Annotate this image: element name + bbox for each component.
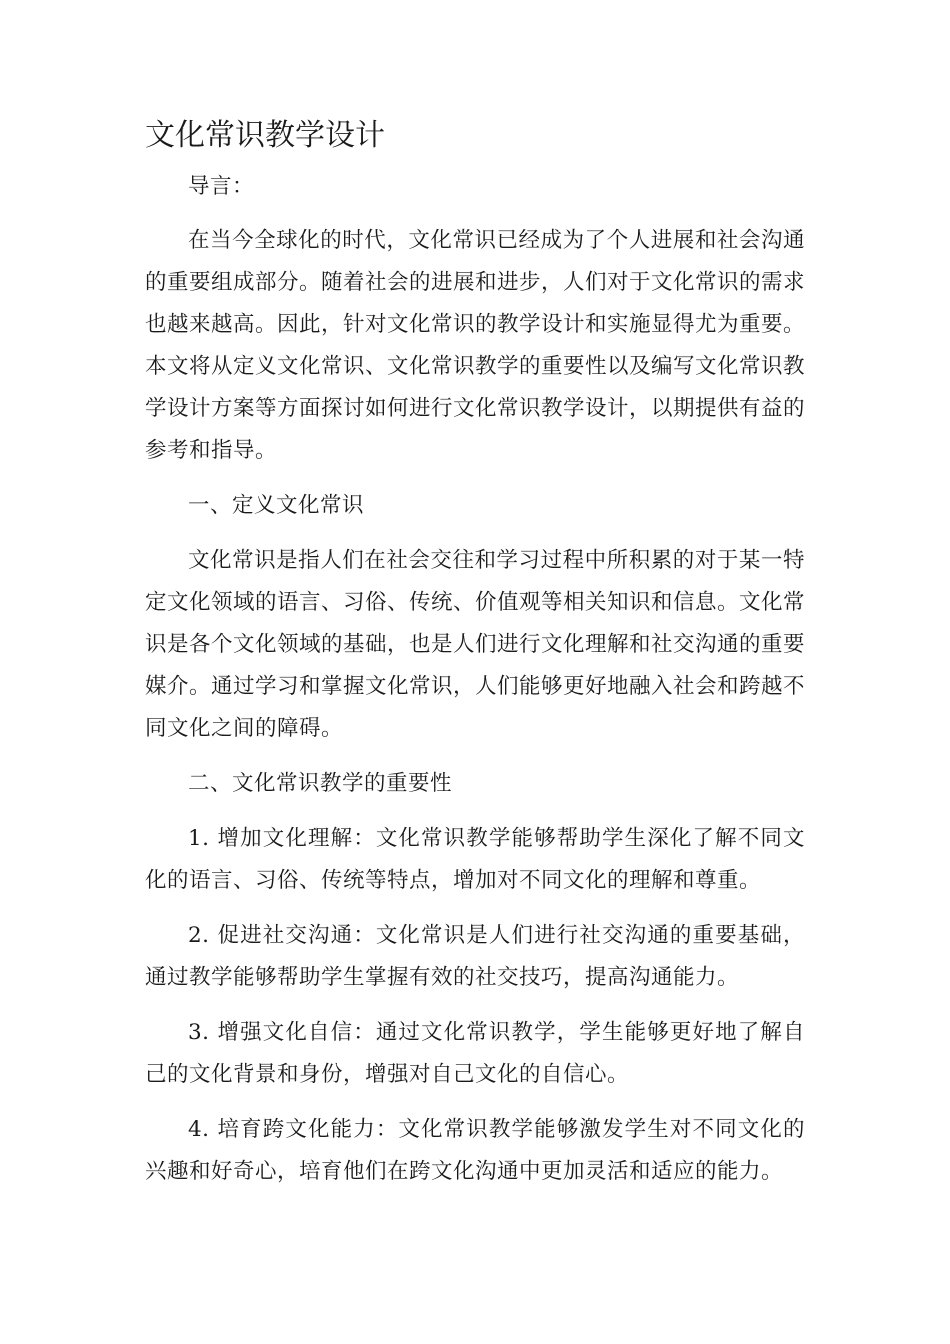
- importance-item: 1. 增加文化理解：文化常识教学能够帮助学生深化了解不同文化的语言、习俗、传统等特点，增加对不同文化的理解和尊重。: [145, 826, 805, 893]
- section-heading-importance: 二、文化常识教学的重要性: [188, 771, 453, 796]
- importance-item: 2. 促进社交沟通：文化常识是人们进行社交沟通的重要基础，通过教学能够帮助学生掌握有效的社交技巧，提高沟通能力。: [145, 923, 805, 990]
- definition-paragraph: 文化常识是指人们在社会交往和学习过程中所积累的对于某一特定文化领域的语言、习俗、传统、价值观等相关知识和信息。文化常识是各个文化领域的基础，也是人们进行文化理解和社交沟通的重要媒介。通过学习和掌握文化常识，人们能够更好地融入社会和跨越不同文化之间的障碍。: [145, 548, 806, 741]
- section-heading-definition: 一、定义文化常识: [188, 493, 365, 518]
- document-body: [145, 114, 805, 1206]
- document-title: 文化常识教学设计: [145, 118, 385, 153]
- intro-label: 导言：: [188, 174, 255, 199]
- importance-item: 4. 培育跨文化能力：文化常识教学能够激发学生对不同文化的兴趣和好奇心，培育他们在跨文化沟通中更加灵活和适应的能力。: [145, 1117, 805, 1184]
- intro-paragraph: 在当今全球化的时代，文化常识已经成为了个人进展和社会沟通的重要组成部分。随着社会的进展和进步，人们对于文化常识的需求也越来越高。因此，针对文化常识的教学设计和实施显得尤为重要。本文将从定义文化常识、文化常识教学的重要性以及编写文化常识教学设计方案等方面探讨如何进行文化常识教学设计，以期提供有益的参考和指导。: [145, 228, 806, 463]
- importance-item: 3. 增强文化自信：通过文化常识教学，学生能够更好地了解自己的文化背景和身份，增强对自己文化的自信心。: [145, 1020, 805, 1087]
